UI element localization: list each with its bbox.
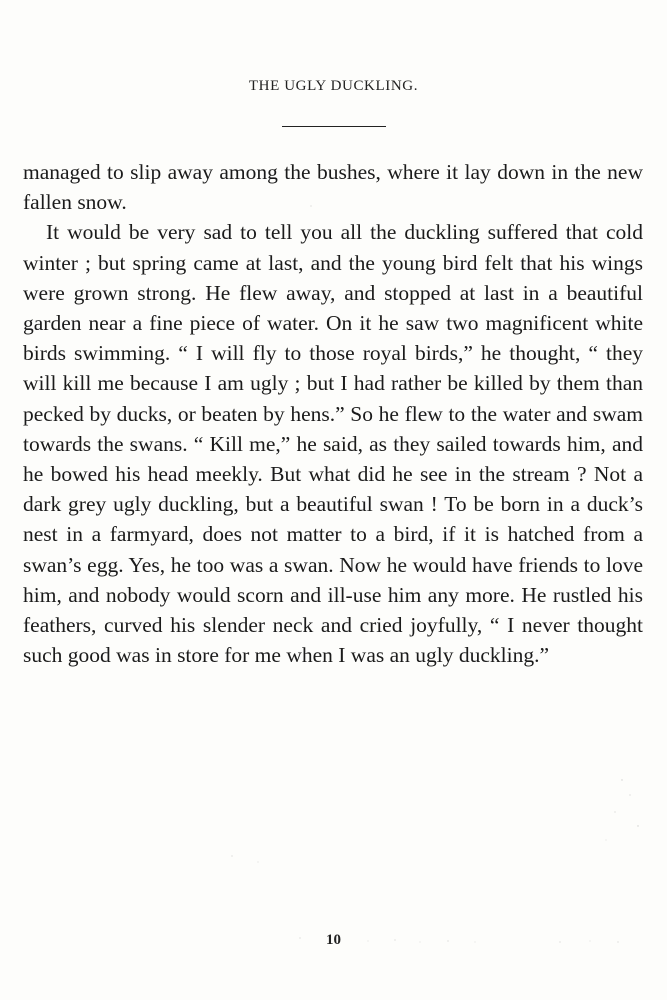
paragraph-2: It would be very sad to tell you all the duckling suffered that cold winter ; but spring came at last, and the young bird felt that his wings were grown strong. He flew away, and stopped at last in a beautiful garden near a fine piece of water. On it he saw two magnificent white birds swimming. “ I will fly to those royal birds,” he thought, “ they will kill me because I am ugly ; but I had rather be killed by them than pecked by ducks, or beaten by hens.” So he flew to the water and swam towards the swans. “ Kill me,” he said, as they sailed towards him, and he bowed his head meekly. But what did he see in the stream ? Not a dark grey ugly duckling, but a beautiful swan ! To be born in a duck’s nest in a farmyard, does not matter to a bird, if it is hatched from a swan’s egg. Yes, he too was a swan. Now he would have friends to love him, and nobody would scorn and ill-use him any more. He rustled his feathers, curved his slender neck and cried joyfully, “ I never thought such good was in store for me when I was an ugly duckling.” [23,220,643,668]
paragraph-1: managed to slip away among the bushes, where it lay down in the new fallen snow. [23,160,643,215]
header-rule [282,126,386,127]
page-number: 10 [326,932,341,948]
body-text [23,157,643,670]
running-head: THE UGLY DUCKLING. [248,78,419,94]
